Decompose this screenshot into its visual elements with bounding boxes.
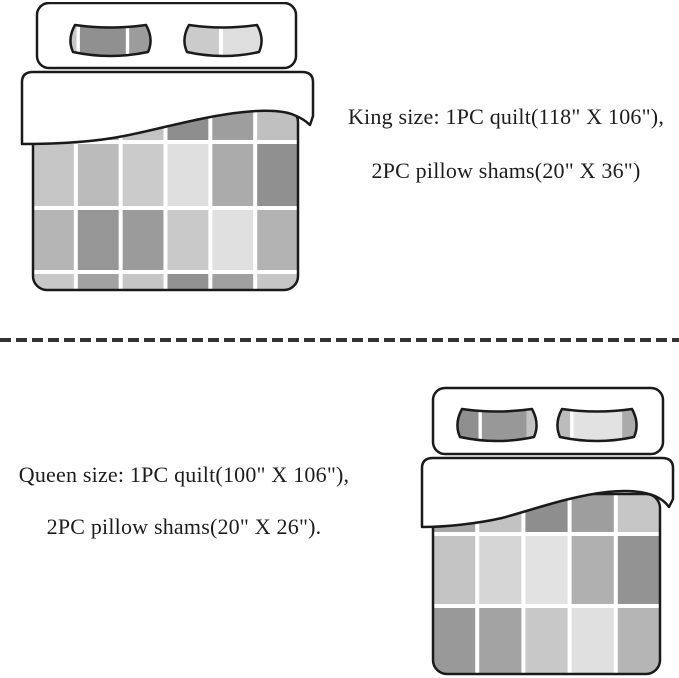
queen-sham-size-text: 2PC pillow shams(20" X 26"). xyxy=(46,514,322,539)
king-quilt-size-text: King size: 1PC quilt(118" X 106"), xyxy=(347,104,665,129)
queen-quilt-size-text: Queen size: 1PC quilt(100" X 106"), xyxy=(18,462,350,487)
king-bed-diagram xyxy=(8,2,330,302)
king-size-caption xyxy=(333,103,679,185)
queen-size-caption xyxy=(0,461,368,541)
dashed-divider xyxy=(0,338,679,342)
queen-bed-diagram xyxy=(405,372,677,678)
king-sham-size-text: 2PC pillow shams(20" X 36") xyxy=(371,158,641,183)
